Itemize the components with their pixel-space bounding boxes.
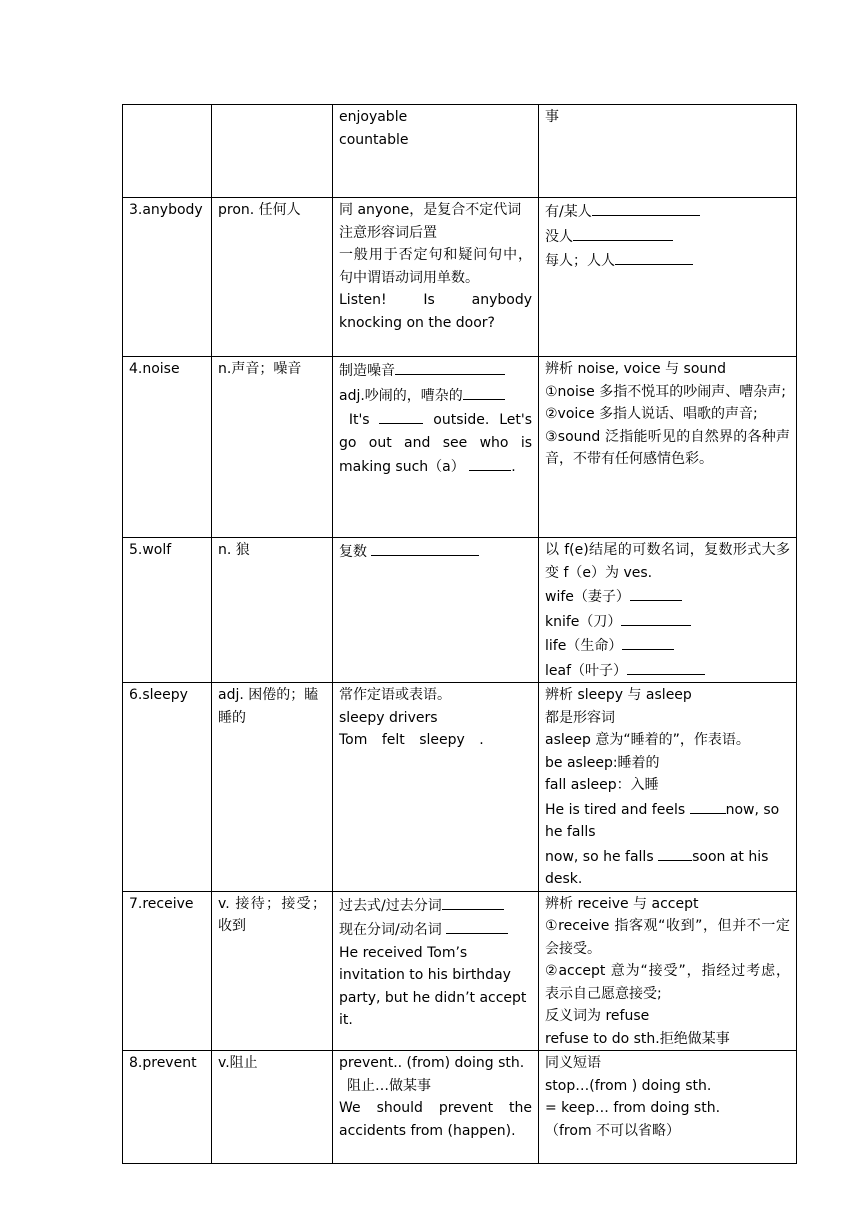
table-row xyxy=(123,198,797,357)
table-row xyxy=(123,357,797,538)
table-row xyxy=(123,538,797,683)
usage-cell: 常作定语或表语。 sleepy drivers Tom felt sleepy . xyxy=(333,683,539,892)
pos-cell: n.声音；噪音 xyxy=(212,357,333,538)
usage-cell: 制造噪音 adj.吵闹的，嘈杂的 It's outside. Let's go out and see who is making such（a） . xyxy=(333,357,539,538)
table-row xyxy=(123,105,797,198)
pos-cell xyxy=(212,105,333,198)
word-cell: 4.noise xyxy=(123,357,212,538)
usage-cell: 过去式/过去分词 现在分词/动名词 He received Tom’s invitation to his birthday party, but he didn’t accept it. xyxy=(333,891,539,1051)
word-cell: 3.anybody xyxy=(123,198,212,357)
table-row xyxy=(123,891,797,1051)
table-row xyxy=(123,683,797,892)
usage-cell: 同 anyone，是复合不定代词 注意形容词后置 一般用于否定句和疑问句中，句中谓语动词用单数。 Listen! Is anybody knocking on the door? xyxy=(333,198,539,357)
pos-cell: v.阻止 xyxy=(212,1051,333,1164)
notes-cell: 辨析 sleepy 与 asleep 都是形容词 asleep 意为“睡着的”，作表语。 be asleep:睡着的 fall asleep：入睡 He is tired and feels now, so he falls now, so he falls soon at his desk. xyxy=(539,683,797,892)
word-cell: 8.prevent xyxy=(123,1051,212,1164)
notes-cell: 辨析 receive 与 accept ①receive 指客观“收到”，但并不一定会接受。 ②accept 意为“接受”，指经过考虑，表示自己愿意接受; 反义词为 refuse refuse to do sth.拒绝做某事 xyxy=(539,891,797,1051)
notes-cell: 同义短语 stop…(from ) doing sth. = keep… from doing sth. （from 不可以省略） xyxy=(539,1051,797,1164)
pos-cell: adj. 困倦的；瞌睡的 xyxy=(212,683,333,892)
notes-cell: 事 xyxy=(539,105,797,198)
pos-cell: n. 狼 xyxy=(212,538,333,683)
notes-cell: 辨析 noise, voice 与 sound ①noise 多指不悦耳的吵闹声、嘈杂声; ②voice 多指人说话、唱歌的声音; ③sound 泛指能听见的自然界的各种声音，不带有任何感情色彩。 xyxy=(539,357,797,538)
notes-cell: 以 f(e)结尾的可数名词，复数形式大多变 f（e）为 ves. wife（妻子） knife（刀） life（生命） leaf（叶子） xyxy=(539,538,797,683)
pos-cell: pron. 任何人 xyxy=(212,198,333,357)
word-cell: 5.wolf xyxy=(123,538,212,683)
pos-cell: v. 接待；接受；收到 xyxy=(212,891,333,1051)
usage-cell: 复数 xyxy=(333,538,539,683)
word-cell xyxy=(123,105,212,198)
word-cell: 6.sleepy xyxy=(123,683,212,892)
vocabulary-table xyxy=(122,104,797,1164)
word-cell: 7.receive xyxy=(123,891,212,1051)
notes-cell: 有/某人 没人 每人；人人 xyxy=(539,198,797,357)
usage-cell: enjoyable countable xyxy=(333,105,539,198)
usage-cell: prevent.. (from) doing sth. 阻止…做某事 We should prevent the accidents from (happen). xyxy=(333,1051,539,1164)
table-row xyxy=(123,1051,797,1164)
